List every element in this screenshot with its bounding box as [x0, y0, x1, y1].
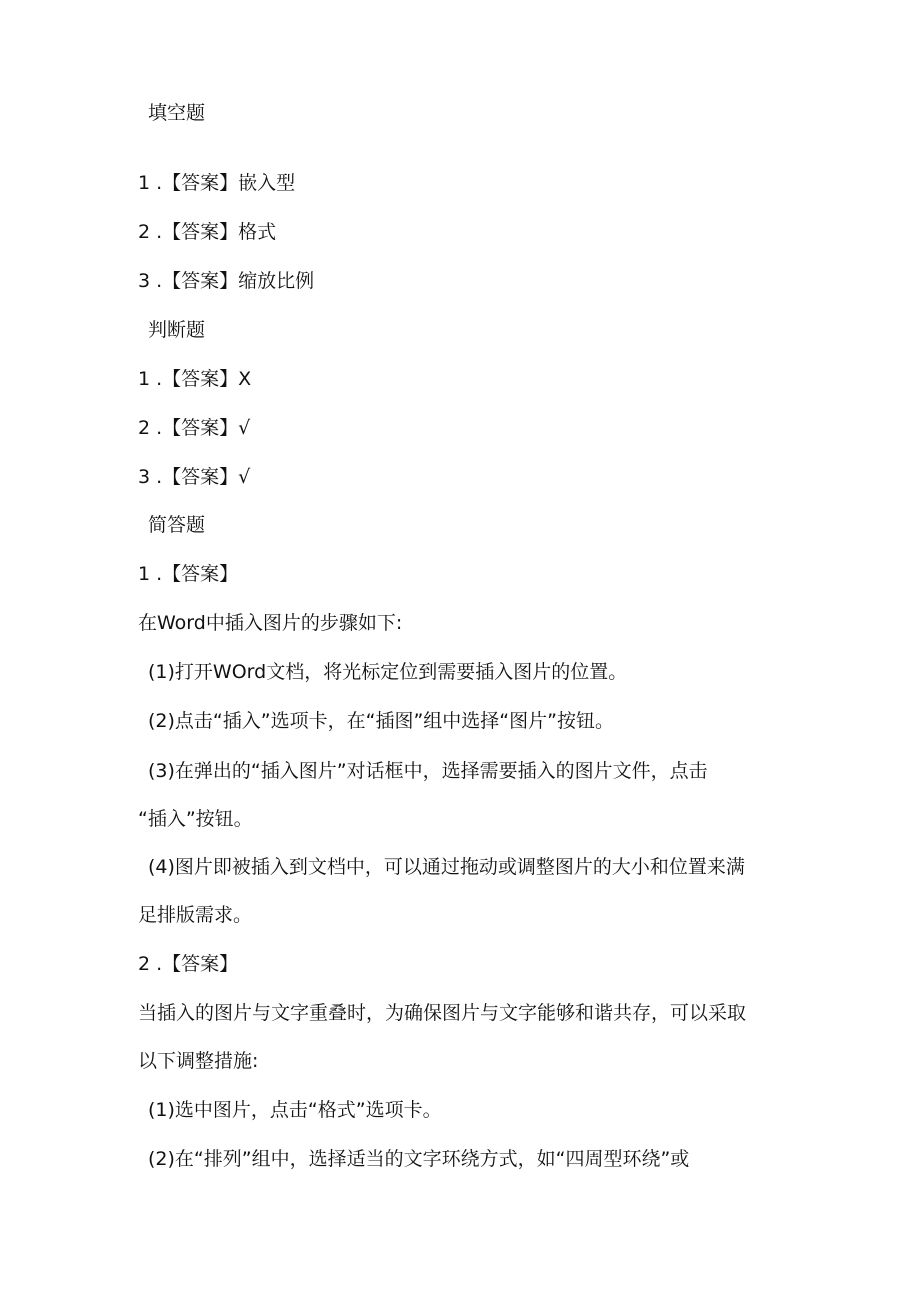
answer-paragraph-continued: 以下调整措施:: [138, 1050, 259, 1072]
answer-step-continued: “插入”按钮。: [138, 808, 253, 830]
answer-step: (1)选中图片，点击“格式”选项卡。: [148, 1099, 442, 1121]
answer-item: 2 .【答案】√: [138, 417, 251, 439]
answer-item: 1 .【答案】X: [138, 368, 252, 390]
answer-step: (4)图片即被插入到文档中，可以通过拖动或调整图片的大小和位置来满: [148, 856, 745, 878]
answer-step-continued: 足排版需求。: [138, 904, 253, 926]
answer-paragraph: 当插入的图片与文字重叠时，为确保图片与文字能够和谐共存，可以采取: [138, 1002, 747, 1024]
answer-step: (2)在“排列”组中，选择适当的文字环绕方式，如“四周型环绕”或: [148, 1148, 690, 1170]
answer-item: 3 .【答案】√: [138, 466, 251, 488]
answer-label: 2 .【答案】: [138, 953, 239, 975]
section-title-fill-blank: 填空题: [148, 102, 206, 124]
answer-item: 2 .【答案】格式: [138, 221, 277, 243]
answer-step: (3)在弹出的“插入图片”对话框中，选择需要插入的图片文件，点击: [148, 760, 708, 782]
answer-item: 1 .【答案】嵌入型: [138, 172, 296, 194]
answer-label: 1 .【答案】: [138, 563, 239, 585]
section-title-short-answer: 简答题: [148, 514, 206, 536]
section-title-true-false: 判断题: [148, 319, 206, 341]
answer-step: (2)点击“插入”选项卡，在“插图”组中选择“图片”按钮。: [148, 710, 614, 732]
answer-paragraph: 在Word中插入图片的步骤如下:: [138, 612, 403, 634]
answer-step: (1)打开WOrd文档，将光标定位到需要插入图片的位置。: [148, 661, 628, 683]
answer-item: 3 .【答案】缩放比例: [138, 270, 315, 292]
